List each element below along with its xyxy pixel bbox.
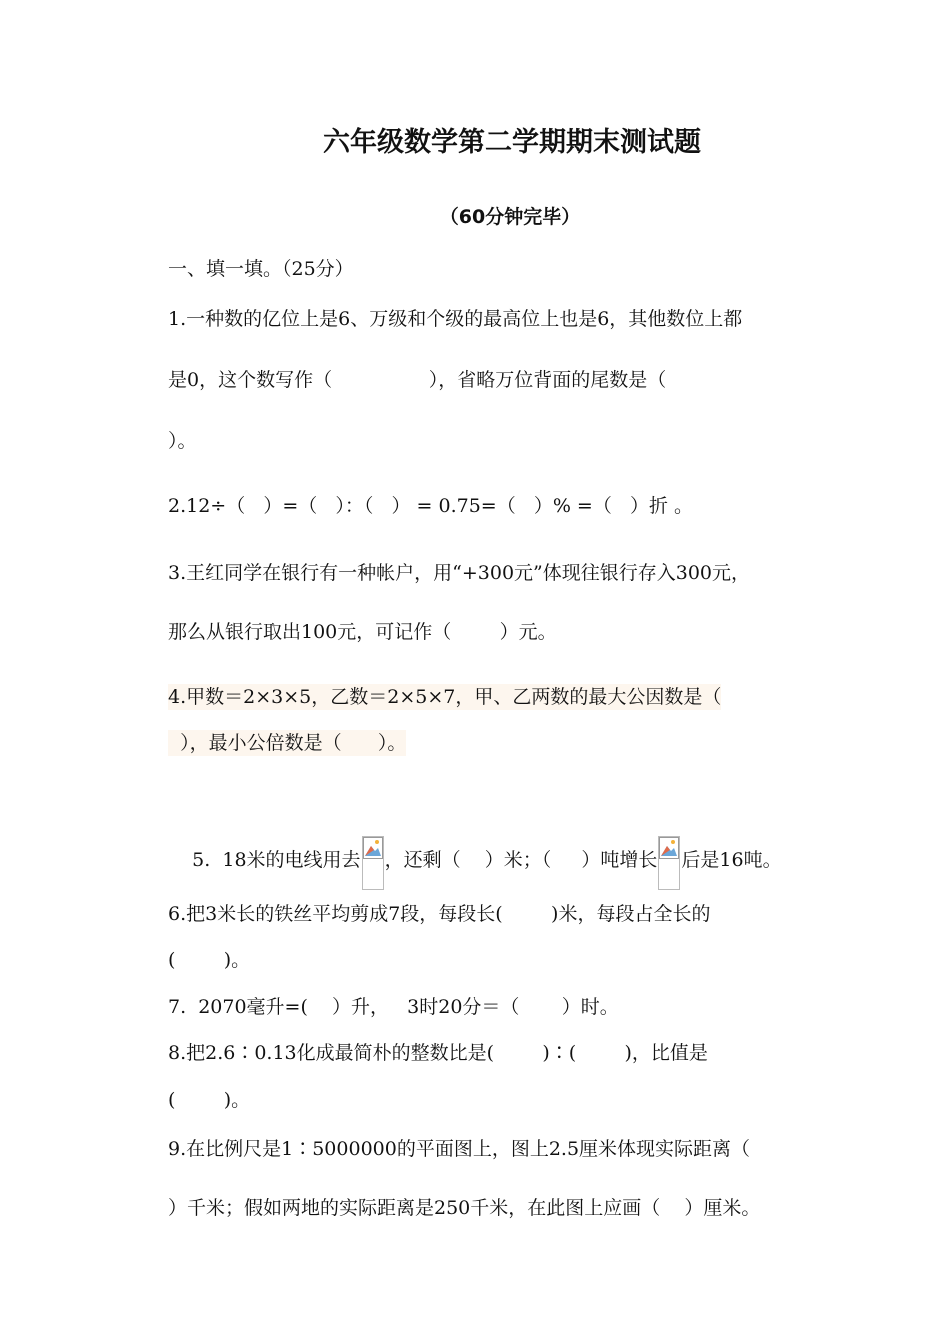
q6-line2: ( )。 bbox=[168, 949, 251, 971]
q5-part3: 后是16吨。 bbox=[681, 849, 782, 871]
q2-line1: 2.12÷（ ）=（ ）：（ ） = 0.75=（ ）% =（ ）折 。 bbox=[168, 495, 694, 517]
q3-line2: 那么从银行取出100元，可记作（ ）元。 bbox=[168, 621, 557, 643]
q9-line2: ）千米；假如两地的实际距离是250千米，在此图上应画（ ）厘米。 bbox=[168, 1197, 761, 1219]
q8-line1: 8.把2.6∶0.13化成最简朴的整数比是( )∶( )，比值是 bbox=[168, 1042, 708, 1064]
q6-line1: 6.把3米长的铁丝平均剪成7段，每段长( )米，每段占全长的 bbox=[168, 903, 711, 925]
q4-line2: ），最小公倍数是（ ）。 bbox=[168, 732, 407, 754]
exam-subtitle: （60分钟完毕） bbox=[439, 206, 581, 228]
q1-line1: 1.一种数的亿位上是6、万级和个级的最高位上也是6，其他数位上都 bbox=[168, 308, 743, 330]
q3-line1: 3.王红同学在银行有一种帐户，用“+300元”体现往银行存入300元， bbox=[168, 562, 751, 584]
q8-line2: ( )。 bbox=[168, 1089, 251, 1111]
section-heading: 一、填一填。（25分） bbox=[168, 258, 354, 280]
q1-line2: 是0，这个数写作（ ），省略万位背面的尾数是（ bbox=[168, 369, 667, 391]
q1-line3: ）。 bbox=[168, 430, 197, 452]
q9-line1: 9.在比例尺是1∶5000000的平面图上，图上2.5厘米体现实际距离（ bbox=[168, 1138, 751, 1160]
broken-image-icon bbox=[658, 836, 680, 890]
q4-line1: 4.甲数＝2×3×5，乙数＝2×5×7，甲、乙两数的最大公因数是（ bbox=[168, 686, 722, 708]
q5-part2: ，还剩（ ）米；（ ）吨增长 bbox=[384, 849, 658, 871]
exam-title: 六年级数学第二学期期末测试题 bbox=[323, 127, 701, 158]
q7-line1: 7. 2070毫升=( ）升， 3时20分＝（ ）时。 bbox=[168, 996, 619, 1018]
broken-image-icon bbox=[362, 836, 384, 890]
q5-part1: 5. 18米的电线用去 bbox=[192, 849, 361, 871]
